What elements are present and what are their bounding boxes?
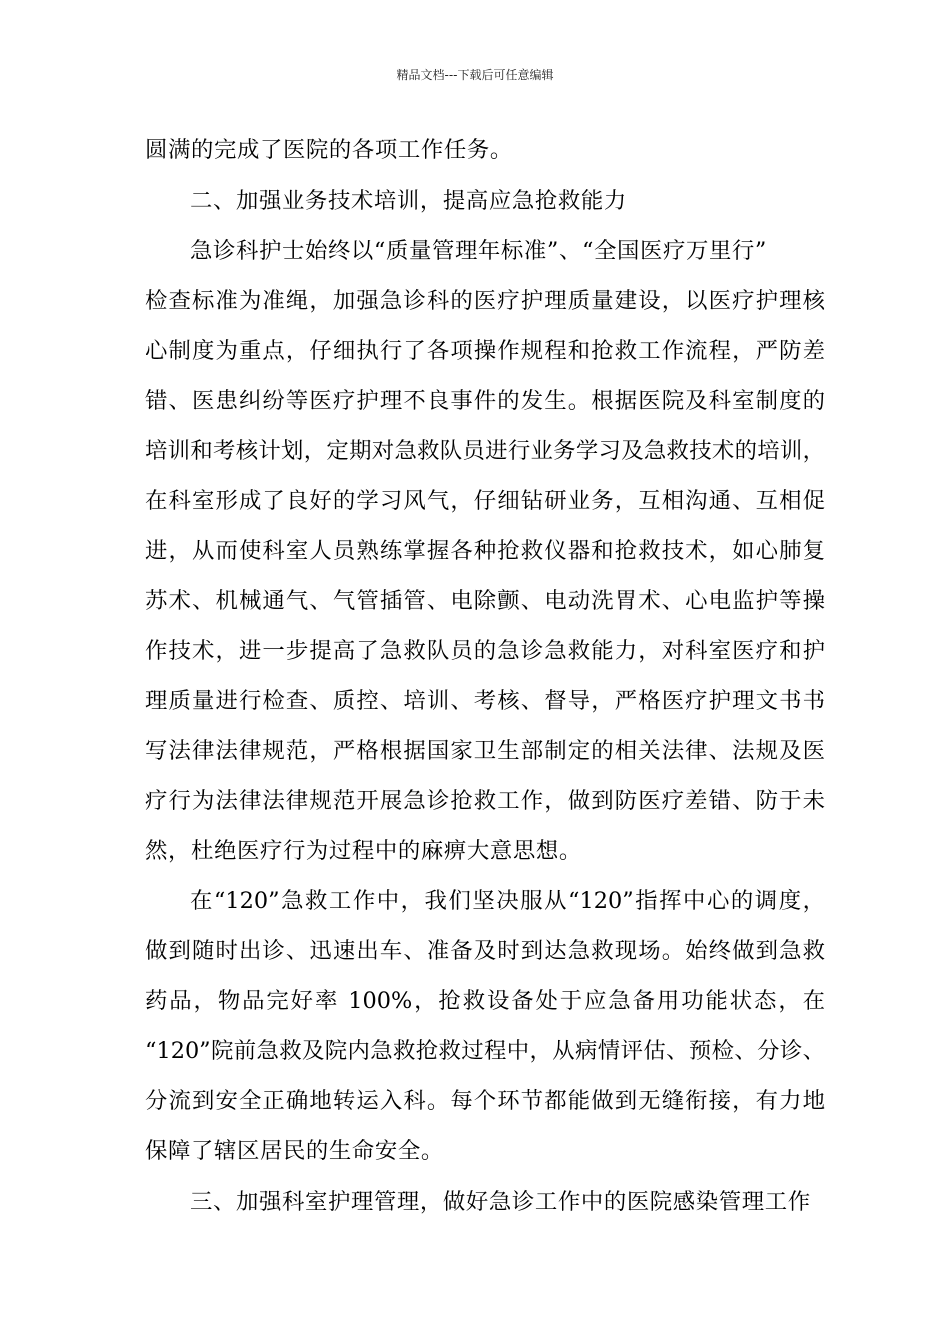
paragraph-line: 理质量进行检查、质控、培训、考核、督导，严格医疗护理文书书 [145,688,825,714]
paragraph-line: “120”院前急救及院内急救抢救过程中，从病情评估、预检、分诊、 [145,1038,825,1064]
page-header: 精品文档---下载后可任意编辑 [396,68,554,82]
paragraph-line: 苏术、机械通气、气管插管、电除颤、电动洗胃术、心电监护等操 [145,588,825,614]
paragraph-line: 错、医患纠纷等医疗护理不良事件的发生。根据医院及科室制度的 [145,388,825,414]
paragraph-line: 在“120”急救工作中，我们坚决服从“120”指挥中心的调度， [190,888,825,914]
paragraph-line: 圆满的完成了医院的各项工作任务。 [145,137,513,163]
paragraph-line: 作技术，进一步提高了急救队员的急诊急救能力，对科室医疗和护 [145,638,825,664]
paragraph-line: 分流到安全正确地转运入科。每个环节都能做到无缝衔接，有力地 [145,1088,825,1114]
paragraph-line: 进，从而使科室人员熟练掌握各种抢救仪器和抢救技术，如心肺复 [145,538,825,564]
paragraph-line: 写法律法律规范，严格根据国家卫生部制定的相关法律、法规及医 [145,738,825,764]
paragraph-line: 保障了辖区居民的生命安全。 [145,1138,444,1164]
paragraph-line: 检查标准为准绳，加强急诊科的医疗护理质量建设，以医疗护理核 [145,288,825,314]
paragraph-line: 急诊科护士始终以“质量管理年标准”、“全国医疗万里行” [190,238,767,264]
paragraph-line: 在科室形成了良好的学习风气，仔细钻研业务，互相沟通、互相促 [145,488,825,514]
paragraph-line: 疗行为法律法律规范开展急诊抢救工作，做到防医疗差错、防于未 [145,788,825,814]
paragraph-line: 然，杜绝医疗行为过程中的麻痹大意思想。 [145,838,582,864]
paragraph-line: 做到随时出诊、迅速出车、准备及时到达急救现场。始终做到急救 [145,938,825,964]
section-heading: 二、加强业务技术培训，提高应急抢救能力 [190,188,627,214]
paragraph-line: 药品，物品完好率 100%，抢救设备处于应急备用功能状态，在 [145,988,825,1014]
paragraph-line: 培训和考核计划，定期对急救队员进行业务学习及急救技术的培训， [145,438,825,464]
section-heading: 三、加强科室护理管理，做好急诊工作中的医院感染管理工作 [190,1189,811,1215]
paragraph-line: 心制度为重点，仔细执行了各项操作规程和抢救工作流程，严防差 [145,338,825,364]
